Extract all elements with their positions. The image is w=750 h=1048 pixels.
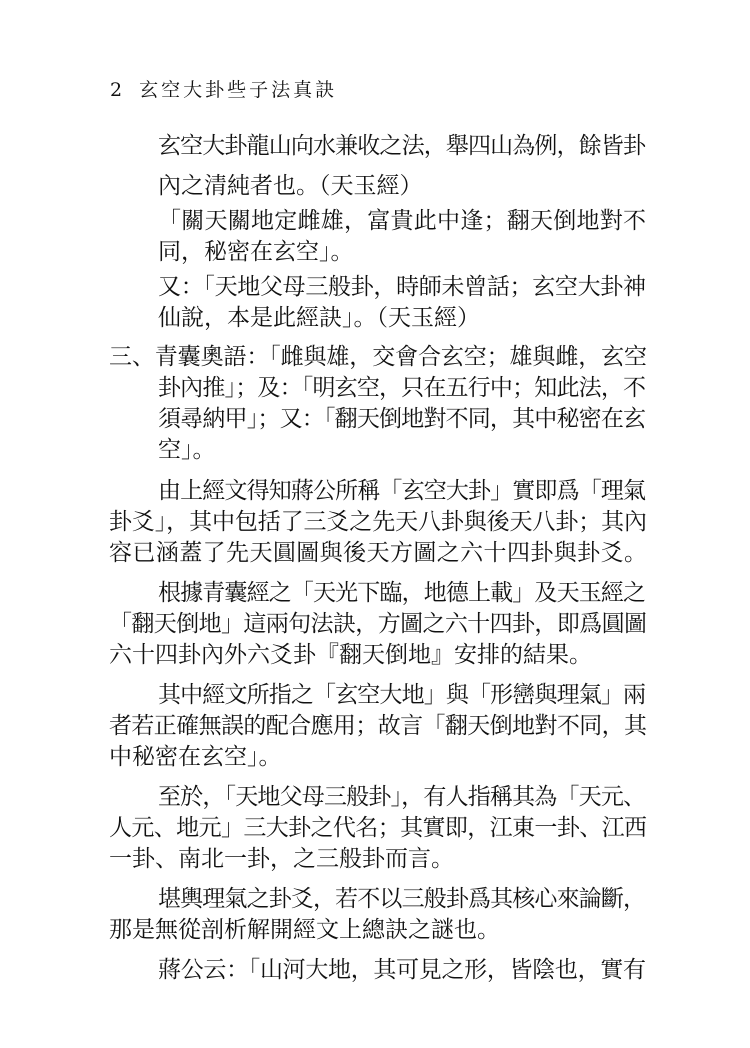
text-line: 同，秘密在玄空」。 [158,239,354,265]
text-line: 內之清純者也。（天玉經） [158,173,423,199]
text-line: 「翻天倒地」這兩句法訣，方圖之六十四卦，即爲圓圖 [109,611,647,637]
running-title: 玄空大卦些子法真訣 [139,79,338,101]
text-line: 蔣公云：「山河大地，其可見之形，皆陰也，實有 [158,957,646,983]
text-line: 三、青囊奧語：「雌與雄，交會合玄空；雄與雌，玄空 [109,344,647,370]
running-header [110,75,337,102]
text-line: 至於，「天地父母三般卦」，有人指稱其為「天元、 [158,784,646,810]
text-line: 卦內推」；及：「明玄空，只在五行中；知此法，不 [158,375,646,401]
text-line: 六十四卦內外六爻卦『翻天倒地』安排的結果。 [109,642,592,668]
text-line: 一卦、南北一卦，之三般卦而言。 [109,846,454,872]
text-line: 其中經文所指之「玄空大地」與「形巒與理氣」兩 [158,682,646,708]
text-line: 卦爻」，其中包括了三爻之先天八卦與後天八卦；其內 [109,509,647,535]
text-line: 中秘密在玄空」。 [109,744,282,770]
page-number: 2 [110,79,126,101]
text-line: 根據青囊經之「天光下臨，地德上載」及天玉經之 [158,580,646,606]
text-line: 又：「天地父母三般卦，時師未曾話；玄空大卦神 [158,274,646,300]
text-line: 「關天關地定雌雄，富貴此中逢；翻天倒地對不 [158,208,647,234]
text-line: 仙說，本是此經訣」。（天玉經） [158,305,480,331]
text-line: 由上經文得知蔣公所稱「玄空大卦」實即爲「理氣 [158,478,646,504]
text-line: 容已涵蓋了先天圓圖與後天方圖之六十四卦與卦爻。 [109,540,648,566]
text-line: 者若正確無誤的配合應用；故言「翻天倒地對不同，其 [109,713,647,739]
text-line: 空」。 [158,437,216,463]
text-line: 人元、地元」三大卦之代名；其實即，江東一卦、江西 [109,815,647,841]
text-line: 堪輿理氣之卦爻，若不以三般卦爲其核心來論斷， [158,886,646,912]
text-line: 玄空大卦龍山向水兼收之法，舉四山為例，餘皆卦 [158,133,646,159]
text-line: 須尋納甲」；又：「翻天倒地對不同，其中秘密在玄 [158,406,646,432]
text-line: 那是無從剖析解開經文上總訣之謎也。 [109,917,500,943]
